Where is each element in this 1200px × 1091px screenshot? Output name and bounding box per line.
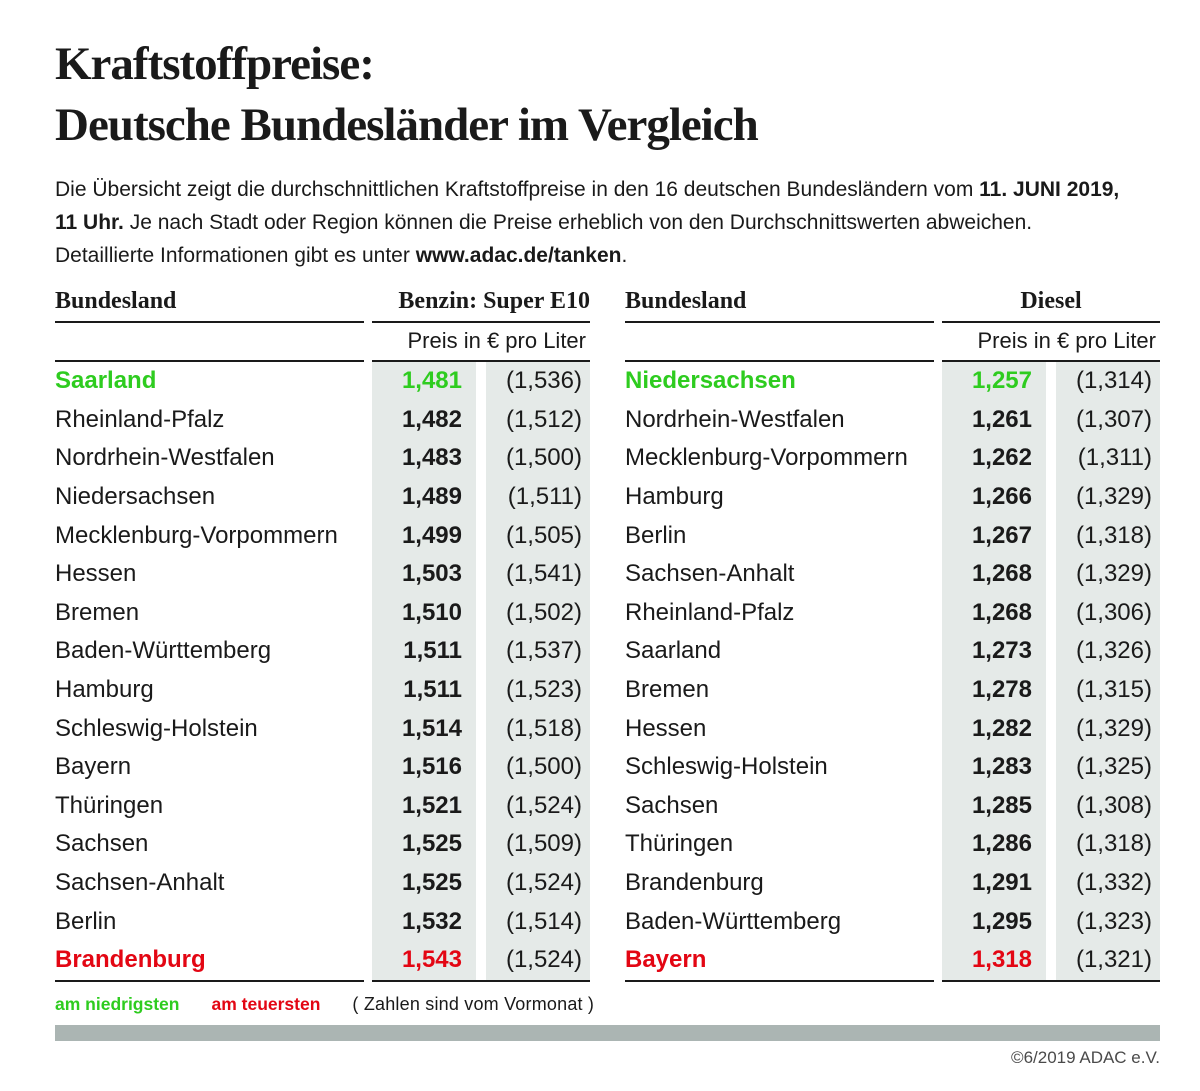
price-current: 1,514	[372, 709, 476, 748]
page-title	[55, 34, 1160, 156]
state-name: Bremen	[55, 598, 140, 626]
column-header-diesel: Diesel	[942, 287, 1160, 323]
state-name: Baden-Württemberg	[625, 907, 842, 935]
column-gap	[1046, 401, 1056, 440]
table-bottom-rule	[625, 980, 1160, 982]
benzin-table	[55, 287, 590, 982]
price-current: 1,525	[372, 864, 476, 903]
intro-segment: Die Übersicht zeigt die durchschnittlichen Kraftstoffpreise in den 16 deutschen Bundesländern vom	[55, 178, 980, 201]
price-previous: (1,512)	[486, 401, 590, 440]
page-title-line1: Kraftstoffpreise:	[55, 38, 374, 90]
price-current: 1,482	[372, 401, 476, 440]
price-previous: (1,537)	[486, 632, 590, 671]
column-gap	[476, 401, 486, 440]
table-row	[55, 864, 590, 903]
price-current: 1,503	[372, 555, 476, 594]
state-name: Sachsen	[625, 791, 719, 819]
price-current: 1,291	[942, 864, 1046, 903]
benzin-table-subheader	[55, 323, 590, 362]
price-current: 1,268	[942, 594, 1046, 633]
table-row	[55, 787, 590, 826]
table-row	[55, 594, 590, 633]
state-name: Hessen	[55, 560, 137, 588]
state-name: Berlin	[625, 521, 687, 549]
state-name: Nordrhein-Westfalen	[625, 405, 845, 433]
table-row	[625, 594, 1160, 633]
column-gap	[1046, 787, 1056, 826]
state-name: Nordrhein-Westfalen	[55, 444, 275, 472]
table-row	[625, 555, 1160, 594]
state-name: Hamburg	[625, 483, 724, 511]
table-row	[55, 825, 590, 864]
column-gap	[476, 825, 486, 864]
copyright-text: ©6/2019 ADAC e.V.	[1011, 1047, 1160, 1067]
price-previous: (1,511)	[486, 478, 590, 517]
price-current: 1,262	[942, 439, 1046, 478]
price-current: 1,521	[372, 787, 476, 826]
state-name: Sachsen-Anhalt	[625, 560, 795, 588]
price-previous: (1,500)	[486, 748, 590, 787]
price-previous: (1,318)	[1056, 825, 1160, 864]
state-name: Schleswig-Holstein	[55, 714, 258, 742]
price-current: 1,543	[372, 941, 476, 980]
price-current: 1,511	[372, 671, 476, 710]
column-gap	[1046, 516, 1056, 555]
column-gap	[1046, 748, 1056, 787]
diesel-table-body	[625, 362, 1160, 980]
price-current: 1,286	[942, 825, 1046, 864]
price-current: 1,273	[942, 632, 1046, 671]
column-gap	[476, 864, 486, 903]
column-gap	[1046, 902, 1056, 941]
intro-text	[55, 173, 1160, 272]
column-header-benzin: Benzin: Super E10	[372, 287, 590, 323]
intro-segment: Je nach Stadt oder Region können die Preise erheblich von den Durchschnittswerten abweichen.	[123, 211, 1033, 234]
unit-header: Preis in € pro Liter	[942, 323, 1160, 362]
unit-header: Preis in € pro Liter	[372, 323, 590, 362]
state-name: Bremen	[625, 676, 710, 704]
price-previous: (1,536)	[486, 362, 590, 401]
table-row	[625, 478, 1160, 517]
table-row	[625, 362, 1160, 401]
column-gap	[1046, 632, 1056, 671]
table-row	[55, 401, 590, 440]
table-row	[625, 825, 1160, 864]
divider-bar	[55, 1025, 1160, 1041]
diesel-table-subheader	[625, 323, 1160, 362]
price-previous: (1,323)	[1056, 902, 1160, 941]
table-row	[625, 439, 1160, 478]
state-name: Mecklenburg-Vorpommern	[55, 521, 338, 549]
table-row	[55, 478, 590, 517]
state-name: Rheinland-Pfalz	[625, 598, 795, 626]
column-gap	[1046, 825, 1056, 864]
price-current: 1,483	[372, 439, 476, 478]
column-gap	[476, 671, 486, 710]
price-previous: (1,524)	[486, 787, 590, 826]
column-gap	[476, 632, 486, 671]
intro-bold-segment: www.adac.de/tanken	[415, 244, 622, 267]
state-name: Bayern	[55, 753, 132, 781]
price-current: 1,278	[942, 671, 1046, 710]
price-previous: (1,329)	[1056, 555, 1160, 594]
column-gap	[1046, 864, 1056, 903]
column-header-bundesland: Bundesland	[55, 287, 364, 323]
column-gap	[476, 555, 486, 594]
diesel-table-header	[625, 287, 1160, 323]
subheader-spacer	[55, 323, 364, 362]
price-current: 1,525	[372, 825, 476, 864]
column-gap	[476, 594, 486, 633]
intro-bold-segment: 11 Uhr.	[55, 211, 124, 234]
price-previous: (1,318)	[1056, 516, 1160, 555]
column-gap	[476, 787, 486, 826]
price-previous: (1,332)	[1056, 864, 1160, 903]
price-previous: (1,307)	[1056, 401, 1160, 440]
price-previous: (1,329)	[1056, 709, 1160, 748]
price-previous: (1,314)	[1056, 362, 1160, 401]
table-row	[55, 671, 590, 710]
legend	[55, 994, 1160, 1015]
state-name: Niedersachsen	[55, 483, 216, 511]
price-previous: (1,321)	[1056, 941, 1160, 980]
diesel-table	[625, 287, 1160, 982]
table-row	[625, 902, 1160, 941]
table-row	[55, 941, 590, 980]
table-row	[55, 902, 590, 941]
column-gap	[476, 941, 486, 980]
price-current: 1,285	[942, 787, 1046, 826]
table-row	[625, 709, 1160, 748]
column-gap	[476, 748, 486, 787]
table-row	[625, 632, 1160, 671]
price-previous: (1,306)	[1056, 594, 1160, 633]
state-name: Niedersachsen	[625, 367, 796, 395]
benzin-table-body	[55, 362, 590, 980]
price-current: 1,295	[942, 902, 1046, 941]
table-row	[55, 748, 590, 787]
price-current: 1,257	[942, 362, 1046, 401]
column-gap	[1046, 555, 1056, 594]
column-gap	[1046, 594, 1056, 633]
table-row	[55, 555, 590, 594]
price-current: 1,510	[372, 594, 476, 633]
price-previous: (1,524)	[486, 864, 590, 903]
price-current: 1,318	[942, 941, 1046, 980]
table-row	[55, 632, 590, 671]
table-row	[55, 362, 590, 401]
price-previous: (1,518)	[486, 709, 590, 748]
price-previous: (1,541)	[486, 555, 590, 594]
price-previous: (1,500)	[486, 439, 590, 478]
state-name: Berlin	[55, 907, 117, 935]
legend-note: ( Zahlen sind vom Vormonat )	[352, 993, 595, 1014]
table-row	[625, 787, 1160, 826]
intro-segment: Detaillierte Informationen gibt es unter	[55, 244, 416, 267]
price-previous: (1,514)	[486, 902, 590, 941]
intro-bold-segment: 11. JUNI 2019,	[979, 178, 1120, 201]
benzin-table-header	[55, 287, 590, 323]
state-name: Hessen	[625, 714, 707, 742]
price-current: 1,516	[372, 748, 476, 787]
price-previous: (1,505)	[486, 516, 590, 555]
column-gap	[1046, 941, 1056, 980]
column-gap	[1046, 709, 1056, 748]
price-current: 1,267	[942, 516, 1046, 555]
column-gap	[476, 516, 486, 555]
price-current: 1,489	[372, 478, 476, 517]
table-row	[625, 748, 1160, 787]
column-gap	[476, 709, 486, 748]
state-name: Thüringen	[55, 791, 164, 819]
price-previous: (1,308)	[1056, 787, 1160, 826]
state-name: Bayern	[625, 946, 707, 974]
column-gap	[476, 902, 486, 941]
state-name: Brandenburg	[55, 946, 206, 974]
table-row	[625, 864, 1160, 903]
price-previous: (1,523)	[486, 671, 590, 710]
table-row	[625, 516, 1160, 555]
state-name: Sachsen-Anhalt	[55, 869, 225, 897]
price-current: 1,282	[942, 709, 1046, 748]
price-previous: (1,311)	[1056, 439, 1160, 478]
price-current: 1,532	[372, 902, 476, 941]
subheader-spacer	[625, 323, 934, 362]
column-gap	[476, 362, 486, 401]
price-previous: (1,502)	[486, 594, 590, 633]
column-gap	[476, 478, 486, 517]
table-row	[55, 709, 590, 748]
table-row	[625, 401, 1160, 440]
price-current: 1,266	[942, 478, 1046, 517]
column-gap	[476, 439, 486, 478]
state-name: Mecklenburg-Vorpommern	[625, 444, 908, 472]
column-gap	[1046, 362, 1056, 401]
state-name: Sachsen	[55, 830, 149, 858]
price-current: 1,511	[372, 632, 476, 671]
price-current: 1,481	[372, 362, 476, 401]
legend-lowest-label: am niedrigsten	[55, 993, 180, 1014]
tables-container	[55, 287, 1160, 982]
table-row	[55, 516, 590, 555]
column-gap	[1046, 671, 1056, 710]
column-header-bundesland: Bundesland	[625, 287, 934, 323]
legend-highest-label: am teuersten	[211, 993, 321, 1014]
table-row	[55, 439, 590, 478]
page-title-line2: Deutsche Bundesländer im Vergleich	[55, 99, 758, 151]
price-current: 1,268	[942, 555, 1046, 594]
price-current: 1,499	[372, 516, 476, 555]
state-name: Baden-Württemberg	[55, 637, 272, 665]
state-name: Thüringen	[625, 830, 734, 858]
table-bottom-rule	[55, 980, 590, 982]
state-name: Rheinland-Pfalz	[55, 405, 225, 433]
price-previous: (1,325)	[1056, 748, 1160, 787]
price-previous: (1,326)	[1056, 632, 1160, 671]
intro-segment: .	[621, 244, 628, 267]
column-gap	[1046, 478, 1056, 517]
column-gap	[1046, 439, 1056, 478]
price-previous: (1,315)	[1056, 671, 1160, 710]
table-row	[625, 941, 1160, 980]
state-name: Schleswig-Holstein	[625, 753, 828, 781]
price-previous: (1,509)	[486, 825, 590, 864]
state-name: Saarland	[625, 637, 722, 665]
table-row	[625, 671, 1160, 710]
price-current: 1,261	[942, 401, 1046, 440]
price-previous: (1,524)	[486, 941, 590, 980]
state-name: Saarland	[55, 367, 157, 395]
state-name: Brandenburg	[625, 869, 764, 897]
price-current: 1,283	[942, 748, 1046, 787]
state-name: Hamburg	[55, 676, 154, 704]
price-previous: (1,329)	[1056, 478, 1160, 517]
